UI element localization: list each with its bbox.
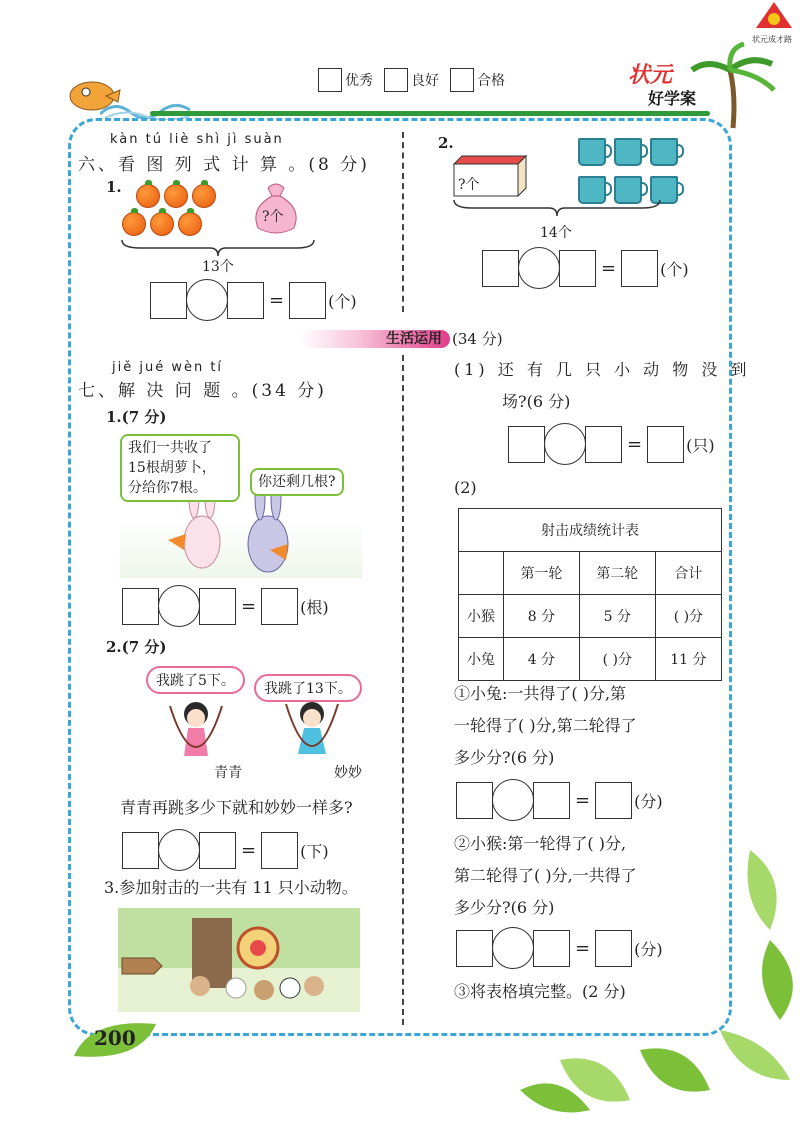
- answer-box[interactable]: [227, 282, 264, 319]
- brace-q1: [120, 238, 316, 258]
- brand-title: 状元: [628, 63, 673, 88]
- column-divider-bottom: [402, 355, 404, 1025]
- table-cell: 4 分: [504, 638, 580, 681]
- speech-bubble-rabbit2: 你还剩几根?: [250, 468, 344, 496]
- q2-total: 14个: [540, 225, 572, 241]
- equals-sign: =: [269, 289, 285, 311]
- p1-line1: (1) 还 有 几 只 小 动 物 没 到: [454, 360, 751, 379]
- answer-box[interactable]: [150, 282, 187, 319]
- rabbit-line2: 一轮得了( )分,第二轮得了: [454, 716, 637, 735]
- shooting-scene: [118, 908, 360, 1012]
- equals-sign: =: [601, 257, 617, 279]
- answer-box[interactable]: [199, 588, 236, 625]
- answer-box[interactable]: [261, 832, 298, 869]
- equals-sign: =: [575, 937, 591, 959]
- answer-box[interactable]: [456, 930, 493, 967]
- table-row: [459, 552, 722, 595]
- unit-label: (下): [300, 841, 329, 861]
- answer-box[interactable]: [559, 250, 596, 287]
- operator-circle[interactable]: [158, 585, 200, 627]
- oranges-illustration: [122, 184, 216, 236]
- p1-equation: [508, 424, 715, 464]
- rating-pass[interactable]: 合格: [450, 68, 505, 92]
- score-table: [458, 508, 722, 681]
- speech-bubble-rabbit1: 我们一共收了 15根胡萝卜， 分给你7根。: [120, 434, 240, 502]
- page-number: 200: [94, 1026, 136, 1050]
- s7-q1-equation: [122, 586, 329, 626]
- table-cell: 8 分: [504, 595, 580, 638]
- speech-bubble-miaomiao: 我跳了13下。: [254, 674, 362, 702]
- p1-line2: 场?(6 分): [502, 392, 571, 411]
- operator-circle[interactable]: [518, 247, 560, 289]
- equals-sign: =: [241, 595, 257, 617]
- box-label: ?个: [458, 177, 480, 193]
- table-header: 合计: [655, 552, 721, 595]
- p2-label: (2): [454, 478, 477, 497]
- answer-box[interactable]: [261, 588, 298, 625]
- operator-circle[interactable]: [544, 423, 586, 465]
- monkey-line2: 第二轮得了( )分,一共得了: [454, 866, 637, 885]
- rabbit-line3: 多少分?(6 分): [454, 748, 555, 767]
- speech-bubble-qingqing: 我跳了5下。: [146, 666, 245, 694]
- section6-pinyin: kàn tú liè shì jì suàn: [110, 132, 284, 147]
- unit-label: (根): [300, 597, 329, 617]
- table-cell: 11 分: [655, 638, 721, 681]
- s7-q3-text: 3.参加射击的一共有 11 只小动物。: [104, 878, 358, 897]
- answer-box[interactable]: [533, 782, 570, 819]
- table-cell-blank[interactable]: ( )分: [579, 638, 655, 681]
- section6-q2-number: 2.: [438, 134, 454, 152]
- wave-decoration: [100, 98, 200, 120]
- rating-checkbox[interactable]: [384, 68, 408, 92]
- table-row: [459, 595, 722, 638]
- rabbit-equation: [456, 780, 663, 820]
- table-cell-blank[interactable]: ( )分: [655, 595, 721, 638]
- answer-box[interactable]: [456, 782, 493, 819]
- table-row: [459, 509, 722, 552]
- unit-label: (个): [328, 291, 357, 311]
- orange-icon: [122, 212, 146, 236]
- section7-q1-number: 1.(7 分): [106, 408, 167, 426]
- table-cell: 5 分: [579, 595, 655, 638]
- table-header: 第一轮: [504, 552, 580, 595]
- answer-box[interactable]: [199, 832, 236, 869]
- leaves-decoration: [520, 840, 800, 1120]
- logo-text: 状元成才路: [752, 35, 792, 44]
- section6-q1-number: 1.: [106, 178, 122, 196]
- jump-rope-scene: [160, 692, 360, 788]
- fill-table-instruction: ③将表格填完整。(2 分): [454, 982, 626, 1001]
- answer-box[interactable]: [289, 282, 326, 319]
- rating-checkbox[interactable]: [318, 68, 342, 92]
- unit-label: (只): [686, 435, 715, 455]
- orange-icon: [136, 184, 160, 208]
- cup-icon: [614, 138, 642, 166]
- rating-excellent[interactable]: 优秀: [318, 68, 373, 92]
- section-banner: 生活运用: [300, 330, 450, 348]
- cup-icon: [650, 138, 678, 166]
- orange-icon: [192, 184, 216, 208]
- operator-circle[interactable]: [492, 779, 534, 821]
- cup-icon: [578, 138, 606, 166]
- answer-box[interactable]: [482, 250, 519, 287]
- s7-q2-question: 青青再跳多少下就和妙妙一样多?: [120, 798, 353, 817]
- answer-box[interactable]: [595, 782, 632, 819]
- table-header: [459, 552, 504, 595]
- section7-pinyin: jiě jué wèn tí: [112, 360, 224, 375]
- answer-box[interactable]: [585, 426, 622, 463]
- table-row: [459, 638, 722, 681]
- logo-icon: [754, 2, 794, 30]
- section7-q2-number: 2.(7 分): [106, 638, 167, 656]
- s7-q2-equation: [122, 830, 329, 870]
- unit-label: (分): [634, 939, 663, 959]
- monkey-line3: 多少分?(6 分): [454, 898, 555, 917]
- operator-circle[interactable]: [186, 279, 228, 321]
- table-header: 第二轮: [579, 552, 655, 595]
- table-title: 射击成绩统计表: [459, 509, 722, 552]
- cups-illustration: [578, 138, 678, 204]
- table-cell: 小兔: [459, 638, 504, 681]
- header-rule: [150, 111, 710, 116]
- q2-equation: [482, 248, 689, 288]
- answer-box[interactable]: [508, 426, 545, 463]
- orange-icon: [150, 212, 174, 236]
- name-miaomiao: 妙妙: [334, 765, 362, 781]
- equals-sign: =: [241, 839, 257, 861]
- name-qingqing: 青青: [214, 765, 242, 781]
- orange-icon: [178, 212, 202, 236]
- answer-box[interactable]: [122, 588, 159, 625]
- section6-title: 六、看 图 列 式 计 算 。(8 分): [78, 155, 370, 175]
- q1-equation: [150, 280, 357, 320]
- answer-box[interactable]: [647, 426, 684, 463]
- answer-box[interactable]: [621, 250, 658, 287]
- brace-q2: [452, 198, 662, 218]
- bag-label: ?个: [262, 209, 284, 225]
- equals-sign: =: [627, 433, 643, 455]
- table-cell: 小猴: [459, 595, 504, 638]
- q1-total: 13个: [202, 259, 234, 275]
- monkey-line1: ②小猴:第一轮得了( )分,: [454, 834, 627, 853]
- palm-tree-icon: [688, 40, 778, 130]
- rating-checkbox[interactable]: [450, 68, 474, 92]
- answer-box[interactable]: [122, 832, 159, 869]
- banner-score: (34 分): [452, 330, 503, 348]
- column-divider-top: [402, 132, 404, 312]
- orange-icon: [164, 184, 188, 208]
- unit-label: (个): [660, 259, 689, 279]
- brand-subtitle: 好学案: [648, 89, 697, 108]
- section7-title: 七、解 决 问 题 。(34 分): [78, 381, 327, 401]
- rabbit-line1: ①小兔:一共得了( )分,第: [454, 684, 627, 703]
- operator-circle[interactable]: [158, 829, 200, 871]
- unit-label: (分): [634, 791, 663, 811]
- rating-good[interactable]: 良好: [384, 68, 439, 92]
- equals-sign: =: [575, 789, 591, 811]
